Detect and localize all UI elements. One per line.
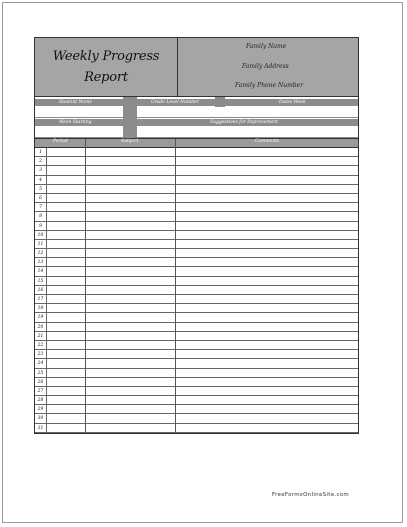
grid-row[interactable] <box>35 313 358 322</box>
grid-row[interactable] <box>35 194 358 203</box>
grid-row[interactable] <box>35 166 358 175</box>
info-field-row-2[interactable] <box>35 127 358 138</box>
grid-row[interactable] <box>35 267 358 276</box>
row-number: 25 <box>35 369 47 377</box>
grid-row[interactable] <box>35 350 358 359</box>
row-number: 24 <box>35 359 47 367</box>
dates-label: Dates Week <box>279 100 306 105</box>
grid-row[interactable] <box>35 258 358 267</box>
grid-row[interactable] <box>35 304 358 313</box>
row-number: 5 <box>35 185 47 193</box>
family-address-label: Family Address <box>242 63 289 70</box>
grid-row[interactable] <box>35 176 358 185</box>
progress-report-form <box>34 37 359 434</box>
row-number: 23 <box>35 350 47 358</box>
grid-row[interactable] <box>35 231 358 240</box>
grid-rows <box>35 148 358 433</box>
student-info-section <box>34 97 359 138</box>
title-line-1: Weekly Progress <box>52 49 160 64</box>
grid-row[interactable] <box>35 414 358 423</box>
row-number: 9 <box>35 222 47 230</box>
grid-row[interactable] <box>35 369 358 378</box>
grid-row[interactable] <box>35 185 358 194</box>
grid-row[interactable] <box>35 286 358 295</box>
grid-row[interactable] <box>35 387 358 396</box>
grid-row[interactable] <box>35 359 358 368</box>
grid-row[interactable] <box>35 212 358 221</box>
family-name-label: Family Name <box>246 43 287 50</box>
info-field-row-1[interactable] <box>35 107 358 118</box>
row-number: 29 <box>35 405 47 413</box>
grid-row[interactable] <box>35 222 358 231</box>
row-number: 27 <box>35 387 47 395</box>
row-number: 13 <box>35 258 47 266</box>
grid-row[interactable] <box>35 341 358 350</box>
grid-row[interactable] <box>35 405 358 414</box>
row-number: 12 <box>35 249 47 257</box>
grid-divider-period <box>85 139 86 433</box>
grid-row[interactable] <box>35 203 358 212</box>
col-subject-header: Subject <box>121 139 139 144</box>
col-period-header: Period <box>53 139 68 144</box>
row-number: 1 <box>35 148 47 156</box>
grid-row[interactable] <box>35 240 358 249</box>
family-info-box <box>178 38 358 96</box>
footer-credit: FreeFormsOnlineSite.com <box>272 492 350 498</box>
info-divider-small <box>215 97 225 107</box>
suggestions-label: Suggestions for Improvement <box>210 120 278 125</box>
grid-row[interactable] <box>35 249 358 258</box>
row-number: 14 <box>35 267 47 275</box>
form-header <box>34 37 359 97</box>
row-number: 19 <box>35 313 47 321</box>
row-number: 22 <box>35 341 47 349</box>
row-number: 18 <box>35 304 47 312</box>
row-number: 4 <box>35 176 47 184</box>
row-number: 11 <box>35 240 47 248</box>
grid-row[interactable] <box>35 378 358 387</box>
row-number: 28 <box>35 396 47 404</box>
row-number: 30 <box>35 414 47 422</box>
grid-header <box>35 139 358 148</box>
grid-row[interactable] <box>35 396 358 405</box>
grid-row[interactable] <box>35 332 358 341</box>
row-number: 21 <box>35 332 47 340</box>
family-phone-label: Family Phone Number <box>235 82 304 89</box>
row-number: 8 <box>35 212 47 220</box>
row-number: 2 <box>35 157 47 165</box>
grade-level-label: Grade Level Number <box>151 100 199 105</box>
grid-row[interactable] <box>35 295 358 304</box>
row-number: 3 <box>35 166 47 174</box>
row-number: 26 <box>35 378 47 386</box>
report-title <box>35 38 178 96</box>
grid-row[interactable] <box>35 323 358 332</box>
row-number: 31 <box>35 424 47 432</box>
row-number: 20 <box>35 323 47 331</box>
week-starting-label: Week Starting <box>59 120 92 125</box>
report-grid <box>34 138 359 434</box>
grid-divider-subject <box>175 139 176 433</box>
student-name-label: Student Name <box>59 100 93 105</box>
row-number: 10 <box>35 231 47 239</box>
grid-row[interactable] <box>35 424 358 433</box>
col-comments-header: Comments <box>255 139 280 144</box>
grid-row[interactable] <box>35 157 358 166</box>
info-divider-grey <box>123 97 137 138</box>
title-line-2: Report <box>84 70 128 85</box>
row-number: 15 <box>35 277 47 285</box>
row-number: 17 <box>35 295 47 303</box>
row-number: 6 <box>35 194 47 202</box>
grid-row[interactable] <box>35 148 358 157</box>
row-number: 7 <box>35 203 47 211</box>
row-number: 16 <box>35 286 47 294</box>
grid-row[interactable] <box>35 277 358 286</box>
